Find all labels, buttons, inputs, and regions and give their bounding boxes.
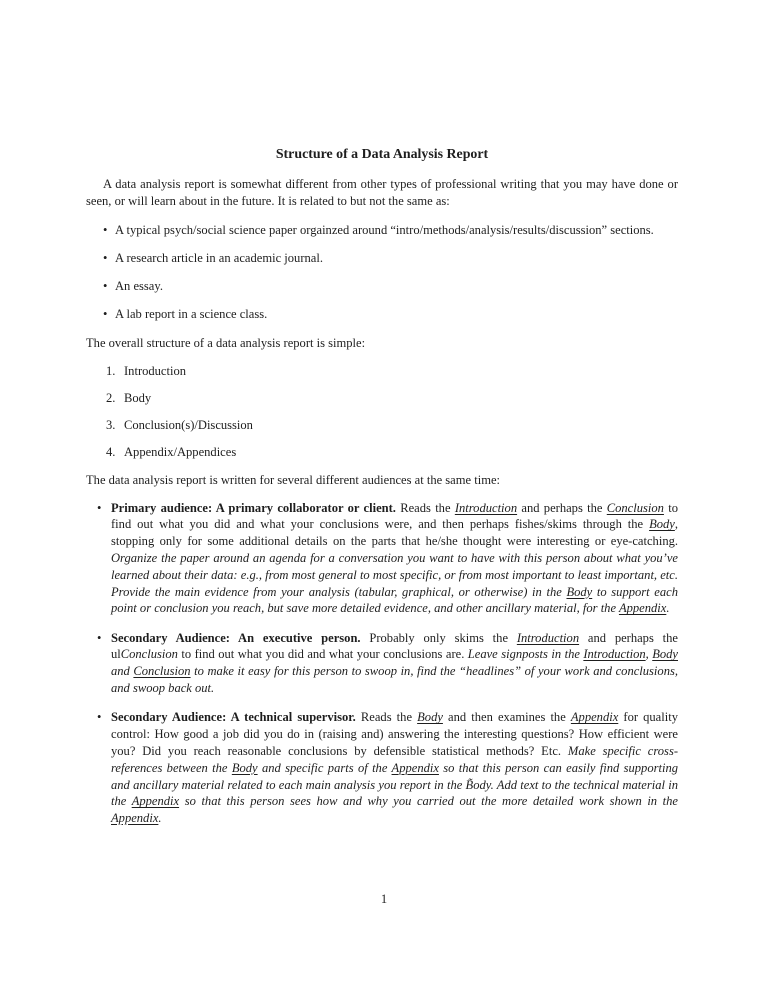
numbered-item [106, 390, 678, 407]
audience-list [86, 500, 678, 827]
not-same-as-list [86, 222, 678, 324]
audience-item-executive: • Secondary Audience: An executive person. Probably only skims the Introduction and perhaps the ulConclusion to find out what you did and what your conclusions are. Leave signposts in the Introduction, Body and Conclusion to make it easy for this person to swoop in, find the “headlines” of your work and conclusions, and swoop back out. [111, 630, 678, 697]
structure-list [86, 363, 678, 462]
item-number: 2. [106, 390, 116, 405]
item-text: Appendix/Appendices [124, 445, 237, 460]
list-item: • A typical psych/social science paper orgainzed around “intro/methods/analysis/results/discussion” sections. [115, 222, 678, 239]
audience-item-primary: • Primary audience: A primary collaborator or client. Reads the Introduction and perhaps the Conclusion to find out what you did and what your conclusions were, and then perhaps fishes/skims through the Body, stopping only for some additional details on the parts that he/she thought were interesting or eye-catching. Organize the paper around an agenda for a conversation you want to have with this person about what you’ve learned about their data: e.g., from most general to most specific, or from most important to least important, etc. Provide the main evidence from your analysis (tabular, graphical, or otherwise) in the Body to support each point or conclusion you reach, but save more detailed evidence, and other ancillary material, for the Appendix. [111, 500, 678, 618]
list-item: • A research article in an academic journal. [115, 250, 678, 267]
item-text: Introduction [124, 363, 187, 378]
item-text: Body [124, 390, 152, 405]
structure-lead: The overall structure of a data analysis report is simple: [86, 335, 366, 350]
audiences-lead: The data analysis report is written for several different audiences at the same time: [86, 472, 501, 487]
page-number: 1 [380, 892, 388, 906]
item-number: 1. [106, 363, 116, 378]
list-item: • A lab report in a science class. [115, 306, 678, 323]
list-item: • An essay. [115, 278, 678, 295]
document-title: Structure of a Data Analysis Report [275, 147, 489, 162]
item-number: 4. [106, 445, 116, 460]
item-text: Conclusion(s)/Discussion [124, 418, 253, 433]
audience-item-technical: • Secondary Audience: A technical supervisor. Reads the Body and then examines the Appendix for quality control: How good a job did you do in (raising and) answering the interesting questions? How efficient were you? Did you reach reasonable conclusions by defensible statistical methods? Etc. Make specific cross-references between the Body and specific parts of the Appendix so that this person can easily find supporting and ancillary material related to each main analysis you report in the B̃ody. Add text to the technical material in the Appendix so that this person sees how and why you carried out the more detailed work shown in the Appendix. [111, 709, 678, 827]
intro-paragraph: A data analysis report is somewhat different from other types of professional writing that you may have done or seen, or will learn about in the future. It is related to but not the same as: [86, 177, 678, 208]
item-number: 3. [106, 418, 116, 433]
numbered-item [106, 417, 678, 434]
numbered-item [106, 444, 678, 461]
numbered-item [106, 363, 678, 380]
